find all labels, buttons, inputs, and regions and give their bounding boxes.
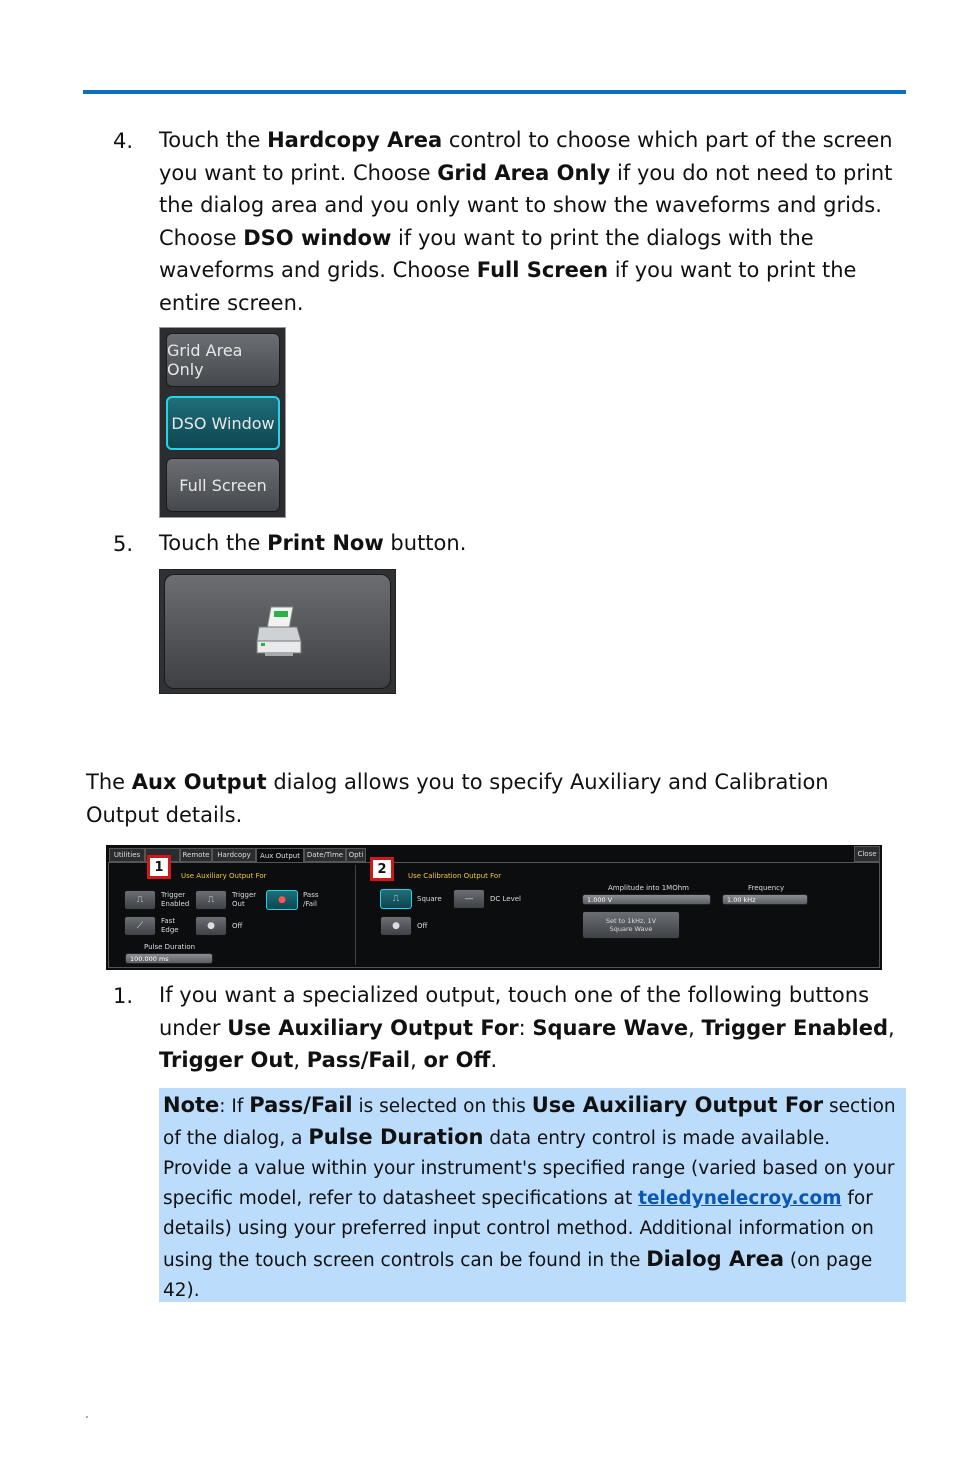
square-label: Square: [417, 895, 442, 903]
step-number: 5.: [113, 532, 134, 556]
dc-icon: —: [464, 894, 474, 904]
off-icon: ●: [207, 921, 215, 931]
hardcopy-area-control: [159, 327, 286, 518]
header-rule: [83, 90, 906, 94]
callout-badge-2: 2: [370, 857, 394, 881]
printer-icon: [249, 603, 309, 663]
aux-off-button[interactable]: [195, 916, 227, 936]
aux-section-header: Use Auxiliary Output For: [181, 872, 267, 880]
dso-window-button[interactable]: DSO Window: [166, 396, 280, 450]
tab-utilities[interactable]: Utilities: [109, 848, 145, 862]
dc-level-button[interactable]: [453, 889, 485, 909]
amplitude-label: Amplitude into 1MOhm: [608, 884, 689, 892]
step-5-text: Touch the Print Now button.: [159, 531, 467, 555]
trigger-enabled-label: Trigger Enabled: [161, 891, 190, 908]
footer-mark: [86, 1416, 88, 1418]
step-4-text: Touch the Hardcopy Area control to choose which part of the screen you want to print. Choose Grid Area Only if you do not need to print the dialog area and you only want to show the waveforms and grids. Choose DSO window if you want to print the dialogs with the waveforms and grids. Choose Full Screen if you want to print the entire screen.: [159, 128, 893, 315]
dc-level-label: DC Level: [490, 895, 521, 903]
square-wave-icon: ⎍: [392, 894, 400, 904]
edge-icon: ⟋: [136, 921, 144, 931]
callout-badge-1: 1: [147, 855, 171, 879]
tab-remote[interactable]: Remote: [180, 848, 212, 862]
fast-edge-label: Fast Edge: [161, 917, 179, 934]
grid-area-only-button[interactable]: Grid Area Only: [166, 333, 280, 387]
aux-output-intro: The Aux Output dialog allows you to specify Auxiliary and Calibration Output details.: [86, 770, 829, 827]
step-number: 4.: [113, 129, 134, 153]
off-icon: ●: [392, 921, 400, 931]
fast-edge-button[interactable]: [124, 916, 156, 936]
section-divider: [355, 865, 356, 965]
cal-off-label: Off: [417, 922, 428, 930]
set-1khz-1v-button[interactable]: Set to 1kHz, 1V Square Wave: [582, 911, 680, 939]
pulse-duration-label: Pulse Duration: [144, 943, 196, 951]
pulse-icon: ⎍: [136, 895, 144, 905]
pass-fail-button[interactable]: [266, 890, 298, 910]
step-number: 1.: [113, 984, 134, 1008]
pass-fail-icon: ●: [278, 895, 286, 905]
cal-off-button[interactable]: [380, 916, 412, 936]
tab-aux-output[interactable]: Aux Output: [256, 848, 304, 862]
pulse-duration-field[interactable]: 100.000 ms: [125, 953, 213, 964]
step-1-text: If you want a specialized output, touch one of the following buttons under Use Auxiliary Output For: Square Wave, Trigger Enabled, Trigger Out, Pass/Fail, or Off.: [159, 983, 895, 1072]
dialog-area-reference[interactable]: Dialog Area: [646, 1247, 785, 1271]
full-screen-button[interactable]: Full Screen: [166, 458, 280, 512]
teledynelecroy-link[interactable]: teledynelecroy.com: [638, 1188, 842, 1209]
trigger-out-button[interactable]: [195, 890, 227, 910]
print-now-button[interactable]: [159, 569, 396, 694]
pass-fail-label: Pass /Fail: [303, 891, 319, 908]
tab-date-time[interactable]: Date/Time: [304, 848, 346, 862]
note-label: Note: [163, 1093, 220, 1117]
aux-output-dialog: [106, 845, 882, 970]
note-box: Note: If Pass/Fail is selected on this Use Auxiliary Output For section of the dialog, a Pulse Duration data entry control is made available. Provide a value within your instrument's specified range (varied based on your specific model, refer to datasheet specifications at teledynelecroy.com for details) using your preferred input control method. Additional information on using the touch screen controls can be found in the Dialog Area (on page 42).: [159, 1088, 906, 1302]
frequency-label: Frequency: [748, 884, 785, 892]
trigger-out-label: Trigger Out: [232, 891, 257, 908]
square-button[interactable]: [380, 889, 412, 909]
trigger-enabled-button[interactable]: [124, 890, 156, 910]
cal-section-header: Use Calibration Output For: [408, 872, 502, 880]
close-button[interactable]: Close: [854, 846, 880, 862]
pulse-icon: ⎍: [207, 895, 215, 905]
aux-off-label: Off: [232, 922, 243, 930]
amplitude-field[interactable]: 1.000 V: [582, 894, 711, 905]
tab-hardcopy[interactable]: Hardcopy: [212, 848, 256, 862]
tab-options[interactable]: Opti: [346, 848, 366, 862]
frequency-field[interactable]: 1.00 kHz: [722, 894, 808, 905]
